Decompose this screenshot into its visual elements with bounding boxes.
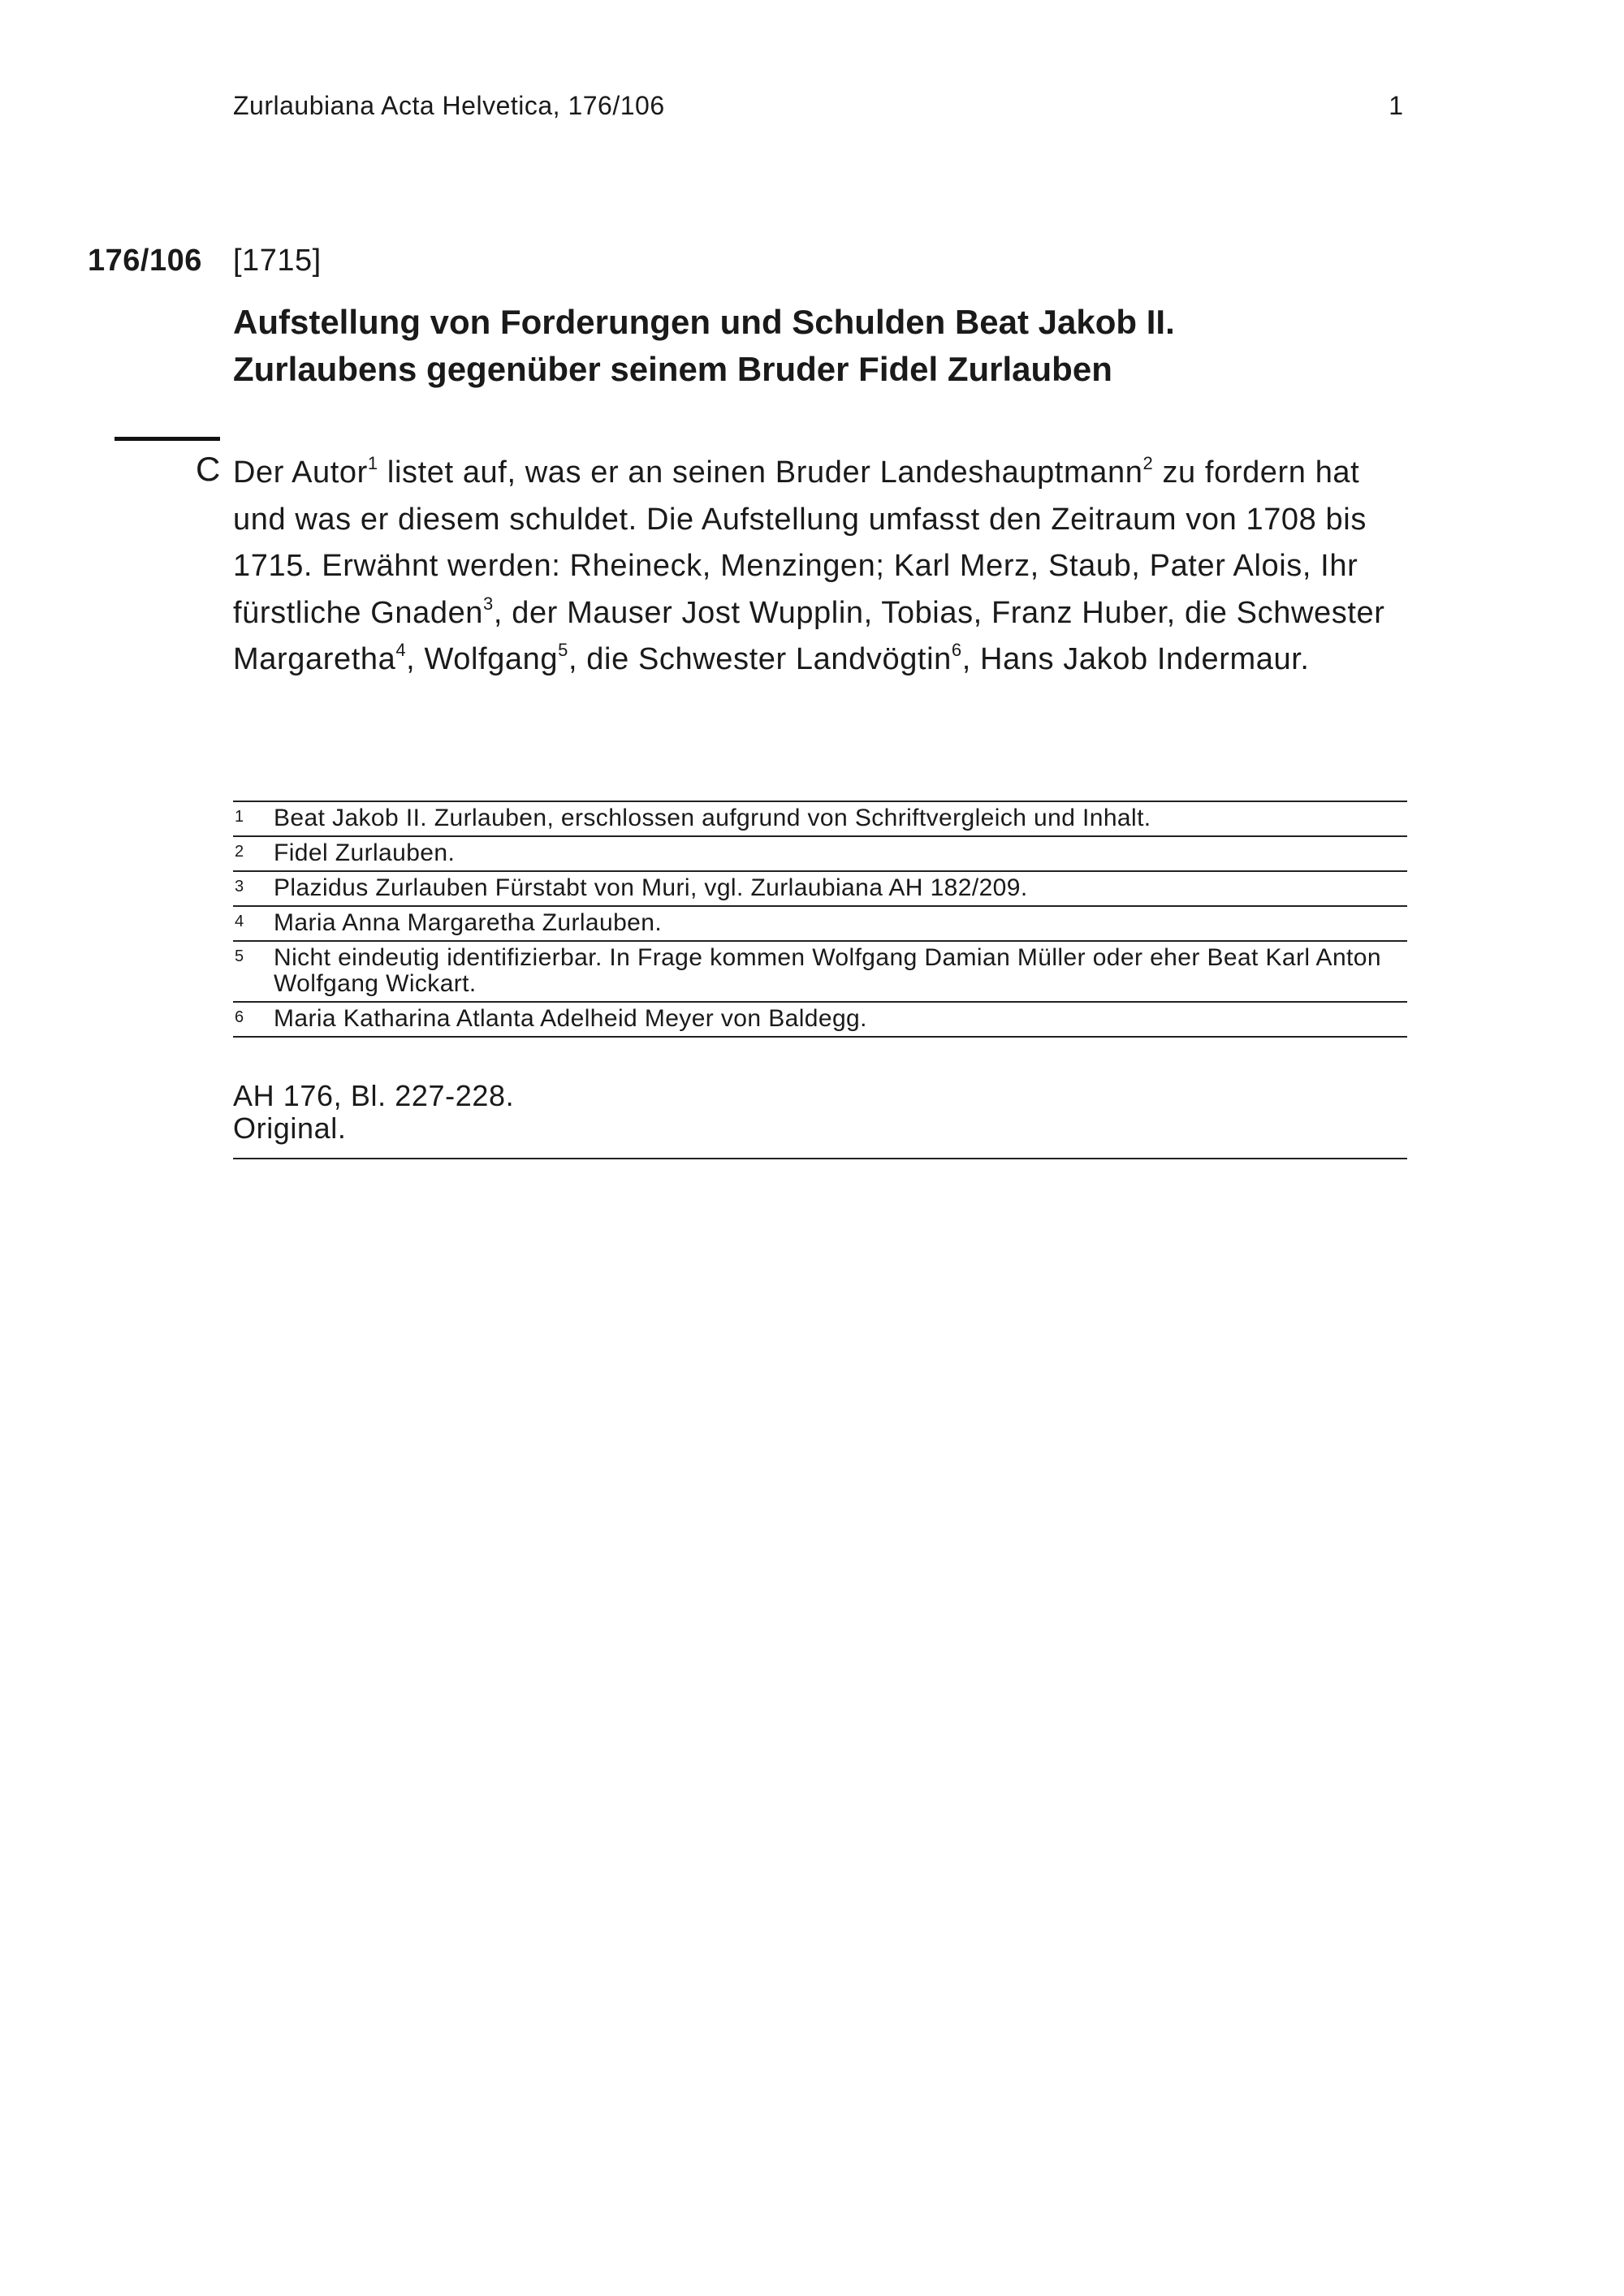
margin-marker: C <box>196 450 221 488</box>
footnote-number: 5 <box>235 947 244 965</box>
footnote-ref[interactable]: 5 <box>558 640 568 661</box>
footnote-text: Maria Katharina Atlanta Adelheid Meyer von Baldegg. <box>274 1005 867 1032</box>
footnote-ref[interactable]: 3 <box>483 593 494 614</box>
footnote-item <box>233 942 1407 1003</box>
source-reference: AH 176, Bl. 227-228. <box>233 1079 515 1112</box>
source-note <box>233 1080 1407 1159</box>
footnote-item <box>233 872 1407 907</box>
abstract-text: , die Schwester Landvögtin <box>568 642 952 676</box>
footnote-text: Beat Jakob II. Zurlauben, erschlossen aufgrund von Schriftvergleich und Inhalt. <box>274 805 1151 831</box>
footnote-item <box>233 837 1407 872</box>
source-type: Original. <box>233 1111 347 1145</box>
margin-rule <box>114 437 220 441</box>
abstract-text: , der Mauser Jost Wupplin, Tobias, Franz Huber, die Schwester Margaretha <box>233 595 1385 676</box>
abstract-text: listet auf, was er an seinen Bruder Landeshauptmann <box>378 455 1143 490</box>
document-title-line: Zurlaubens gegenüber seinem Bruder Fidel Zurlauben <box>233 350 1112 388</box>
footnote-ref[interactable]: 4 <box>395 640 407 661</box>
abstract <box>233 450 1402 684</box>
footnote-ref[interactable]: 1 <box>367 453 378 474</box>
footnote-list <box>233 801 1407 1038</box>
document-number: 176/106 <box>88 244 202 278</box>
footnote-item <box>233 802 1407 837</box>
page-number: 1 <box>1389 91 1403 120</box>
footnote-number: 3 <box>235 878 244 896</box>
abstract-text: Der Autor <box>233 455 368 490</box>
abstract-text: , Hans Jakob Indermaur. <box>961 642 1310 676</box>
document-title-line: Aufstellung von Forderungen und Schulden Beat Jakob II. <box>233 303 1175 341</box>
footnote-number: 1 <box>235 808 244 826</box>
footnote-number: 6 <box>235 1008 244 1026</box>
document-date: [1715] <box>233 244 322 278</box>
footnote-item <box>233 1003 1407 1038</box>
footnote-number: 2 <box>235 843 244 861</box>
abstract-text: zu fordern hat und was er diesem schuldet. Die Aufstellung umfasst den Zeitraum von 1708 bis 1715. Erwähnt werden: Rheineck, Menzingen; Karl Merz, Staub, Pater Alois, Ihr fürstliche Gnaden <box>233 455 1367 630</box>
footnote-text: Nicht eindeutig identifizierbar. In Frage kommen Wolfgang Damian Müller oder eher Beat Karl Anton Wolfgang Wickart. <box>274 944 1381 997</box>
footnote-text: Maria Anna Margaretha Zurlauben. <box>274 909 663 936</box>
footnote-text: Plazidus Zurlauben Fürstabt von Muri, vgl. Zurlaubiana AH 182/209. <box>274 874 1028 901</box>
footnote-text: Fidel Zurlauben. <box>274 839 456 866</box>
abstract-text: , Wolfgang <box>406 642 559 676</box>
footnote-ref[interactable]: 2 <box>1142 453 1154 474</box>
footnote-number: 4 <box>235 913 244 930</box>
footnote-item <box>233 907 1407 942</box>
running-head: Zurlaubiana Acta Helvetica, 176/106 <box>233 91 665 120</box>
document-title <box>233 299 1402 393</box>
footnote-ref[interactable]: 6 <box>951 640 962 661</box>
